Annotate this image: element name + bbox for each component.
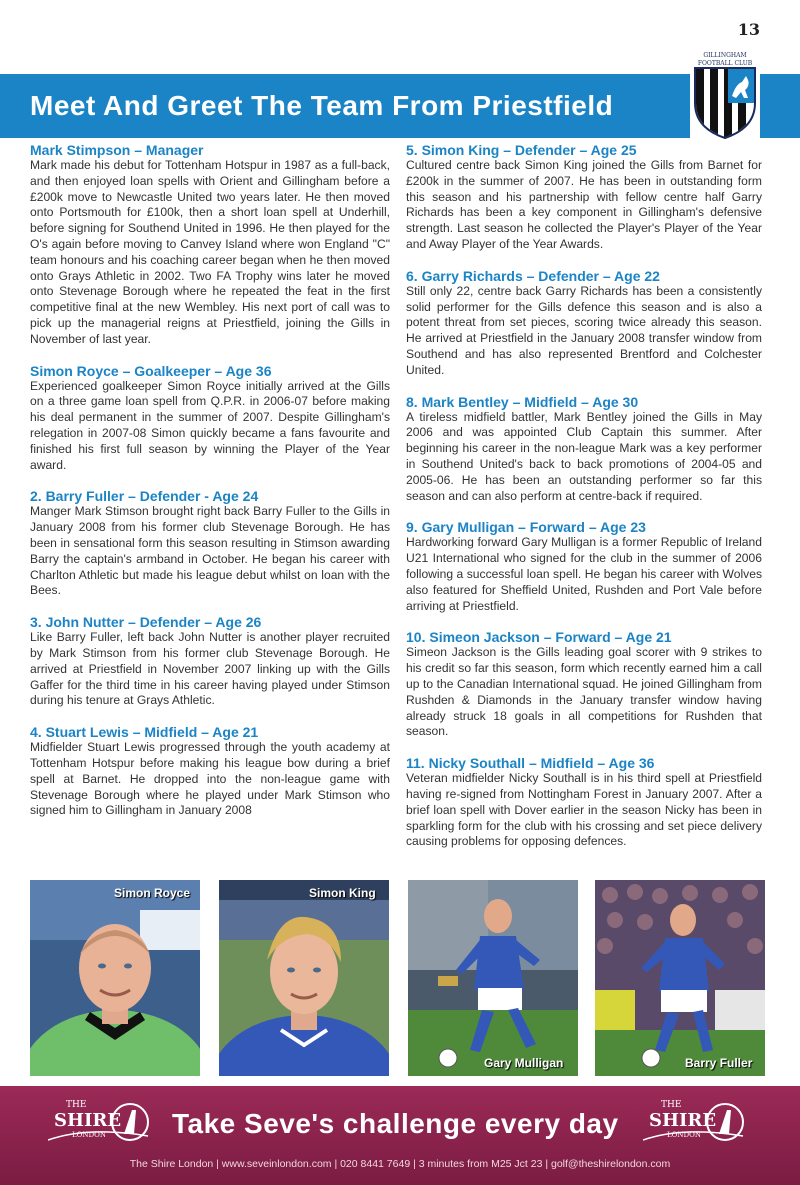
bio-heading: Mark Stimpson – Manager (30, 142, 204, 158)
bio-heading: 6. Garry Richards – Defender – Age 22 (406, 267, 660, 284)
bio-entry (30, 614, 390, 709)
advert-banner (0, 1086, 800, 1185)
photo-barry-fuller (595, 880, 765, 1076)
logo-sub: LONDON (667, 1131, 701, 1139)
bio-text: Hardworking forward Gary Mulligan is a former Republic of Ireland U21 International who signed for the club in the summer of 2006 following a successful loan spell. He began his career with Wolves also featured for Sheffield United, Rushden and Port Vale before arriving at Priestfield. (406, 535, 762, 613)
bio-heading: 10. Simeon Jackson – Forward – Age 21 (406, 629, 672, 646)
bio-entry (406, 755, 762, 850)
bio-heading: 8. Mark Bentley – Midfield – Age 30 (406, 393, 639, 410)
bio-text: Manger Mark Stimson brought right back Barry Fuller to the Gills in January 2008 from his former club Stevenage Borough. He has been in sensational form this season resulting in Stimson awarding Barry the captain's armband in October. He began his career with Charlton Athletic but made his league debut whilst on loan with the Bees. (30, 504, 390, 598)
left-column (30, 142, 390, 834)
bio-text: Still only 22, centre back Garry Richards has been a consistently solid performer for the Gills defence this season and is also a potent threat from set pieces, scoring twice already this season. He arrived at Priestfield in the January 2008 transfer window from Southend and has also represented Brentford and Colchester United. (406, 283, 762, 377)
club-crest (690, 48, 760, 140)
photo-gary-mulligan (408, 880, 578, 1076)
bio-text: A tireless midfield battler, Mark Bentley joined the Gills in May 2006 and was appointed Club Captain this summer. After beginning his career in the non-league Mark was a key performer in Southend United's back to back promotions of 2004-05 and 2005-06. He has been an outstanding performer so far this season and can also perform at centre-back if required. (406, 409, 762, 503)
crest-line2: FOOTBALL CLUB (697, 60, 753, 67)
bio-text: Experienced goalkeeper Simon Royce initially arrived at the Gills on a three game loan spell from Q.P.R. in 2006-07 before making his deal permanent in the summer of 2007. Despite Gillingham's relegation in 2007-08 Simon quickly became a fans favourite and finished his first full season by winning the Player of the Year award. (30, 378, 390, 472)
logo-main: SHIRE (54, 1110, 122, 1131)
page-title: Meet And Greet The Team From Priestfield (30, 90, 614, 121)
logo-small: THE (661, 1100, 682, 1110)
bio-entry (30, 363, 390, 474)
bio-entry (30, 488, 390, 599)
bio-entry (406, 142, 762, 253)
bio-text: Midfielder Stuart Lewis progressed through the youth academy at Tottenham Hotspur before making his league bow during a brief spell at Barnet. He dropped into the non-league game with Stevenage Borough where he played under Mark Stimson who signed him to Gillingham in January 2008 (30, 740, 390, 818)
bio-text: Simeon Jackson is the Gills leading goal scorer with 9 strikes to his credit so far this season, form which recently earned him a call up to the Canadian International squad. He joined Gillingham from Rushden & Diamonds in the January transfer window having already struck 18 goals in all competitions for Rushden that season. (406, 645, 762, 739)
bio-heading: 5. Simon King – Defender – Age 25 (406, 142, 637, 158)
photo-caption: Gary Mulligan (484, 1056, 564, 1070)
photo-simon-king (219, 880, 389, 1076)
bio-entry (30, 724, 390, 819)
bio-heading: 4. Stuart Lewis – Midfield – Age 21 (30, 724, 259, 741)
page-number: 13 (737, 20, 760, 39)
bio-text: Like Barry Fuller, left back John Nutter is another player recruited by Mark Stimson from his former club Stevenage Borough. He arrived at Priestfield in November 2007 linking up with the Gills Gaffer for the third time in his career having played under Stimson during his tenure at Grays Athletic. (30, 630, 390, 708)
photo-simon-royce (30, 880, 200, 1076)
advert-tagline: Take Seve's challenge every day (172, 1108, 619, 1139)
shire-logo-right (643, 1096, 753, 1146)
logo-small: THE (66, 1100, 87, 1110)
bio-heading: 9. Gary Mulligan – Forward – Age 23 (406, 519, 646, 536)
photo-caption: Barry Fuller (685, 1056, 753, 1070)
bio-text: Cultured centre back Simon King joined the Gills from Barnet for £200k in the summer of 2007. He has been in outstanding form this season and his partnership with fellow centre half Garry Richards has been a key component in Gillingham's defensive strength. Last season he collected the Player's Player of the Year and Away Player of the Year Awards. (406, 158, 762, 251)
photo-caption: Simon King (309, 886, 376, 900)
bio-text: Veteran midfielder Nicky Southall is in his third spell at Priestfield having re-signed from Nottingham Forest in January 2007. After a brief loan spell with Dover earlier in the season Nicky has been in sparkling form for the club with his crossing and set piece delivery causing problems for opposing defences. (406, 771, 762, 849)
logo-main: SHIRE (649, 1110, 717, 1131)
crest-line1: GILLINGHAM (703, 52, 747, 59)
bio-entry (406, 629, 762, 740)
bio-heading: 2. Barry Fuller – Defender - Age 24 (30, 488, 259, 505)
advert-contact-line: The Shire London | www.seveinlondon.com | 020 8441 7649 | 3 minutes from M25 Jct 23 | golf@theshirelondon.com (129, 1158, 671, 1170)
photo-caption: Simon Royce (114, 886, 191, 900)
bio-heading: 11. Nicky Southall – Midfield – Age 36 (406, 755, 655, 772)
bio-heading: Simon Royce – Goalkeeper – Age 36 (30, 362, 272, 379)
header-band (0, 74, 800, 138)
right-column (406, 142, 762, 865)
logo-sub: LONDON (72, 1131, 106, 1139)
bio-heading: 3. John Nutter – Defender – Age 26 (30, 614, 262, 631)
bio-entry (406, 519, 762, 614)
bio-entry (30, 142, 390, 348)
bio-entry (406, 394, 762, 505)
bio-text: Mark made his debut for Tottenham Hotspur in 1987 as a full-back, and then enjoyed loan spells with Orient and Gillingham before a £200k move to Newcastle United two years later. He then moved onto Portsmouth for £100k, then a short loan spell at Underhill, before signing for Southend United in 1996. He then played for the O's again before moving to Canvey Island where won England "C" team honours and his coaching career began when he then moved onto Grays Athletic in 2002. Two FA Trophy wins later he moved onto Stevenage Borough where he repeated the feat in the first competitive final at the new Wembley. His next port of call was to pick up the managerial reigns at Priestfield, joining the Gills in November of last year. (30, 158, 390, 346)
shire-logo-left (48, 1096, 158, 1146)
bio-entry (406, 268, 762, 379)
